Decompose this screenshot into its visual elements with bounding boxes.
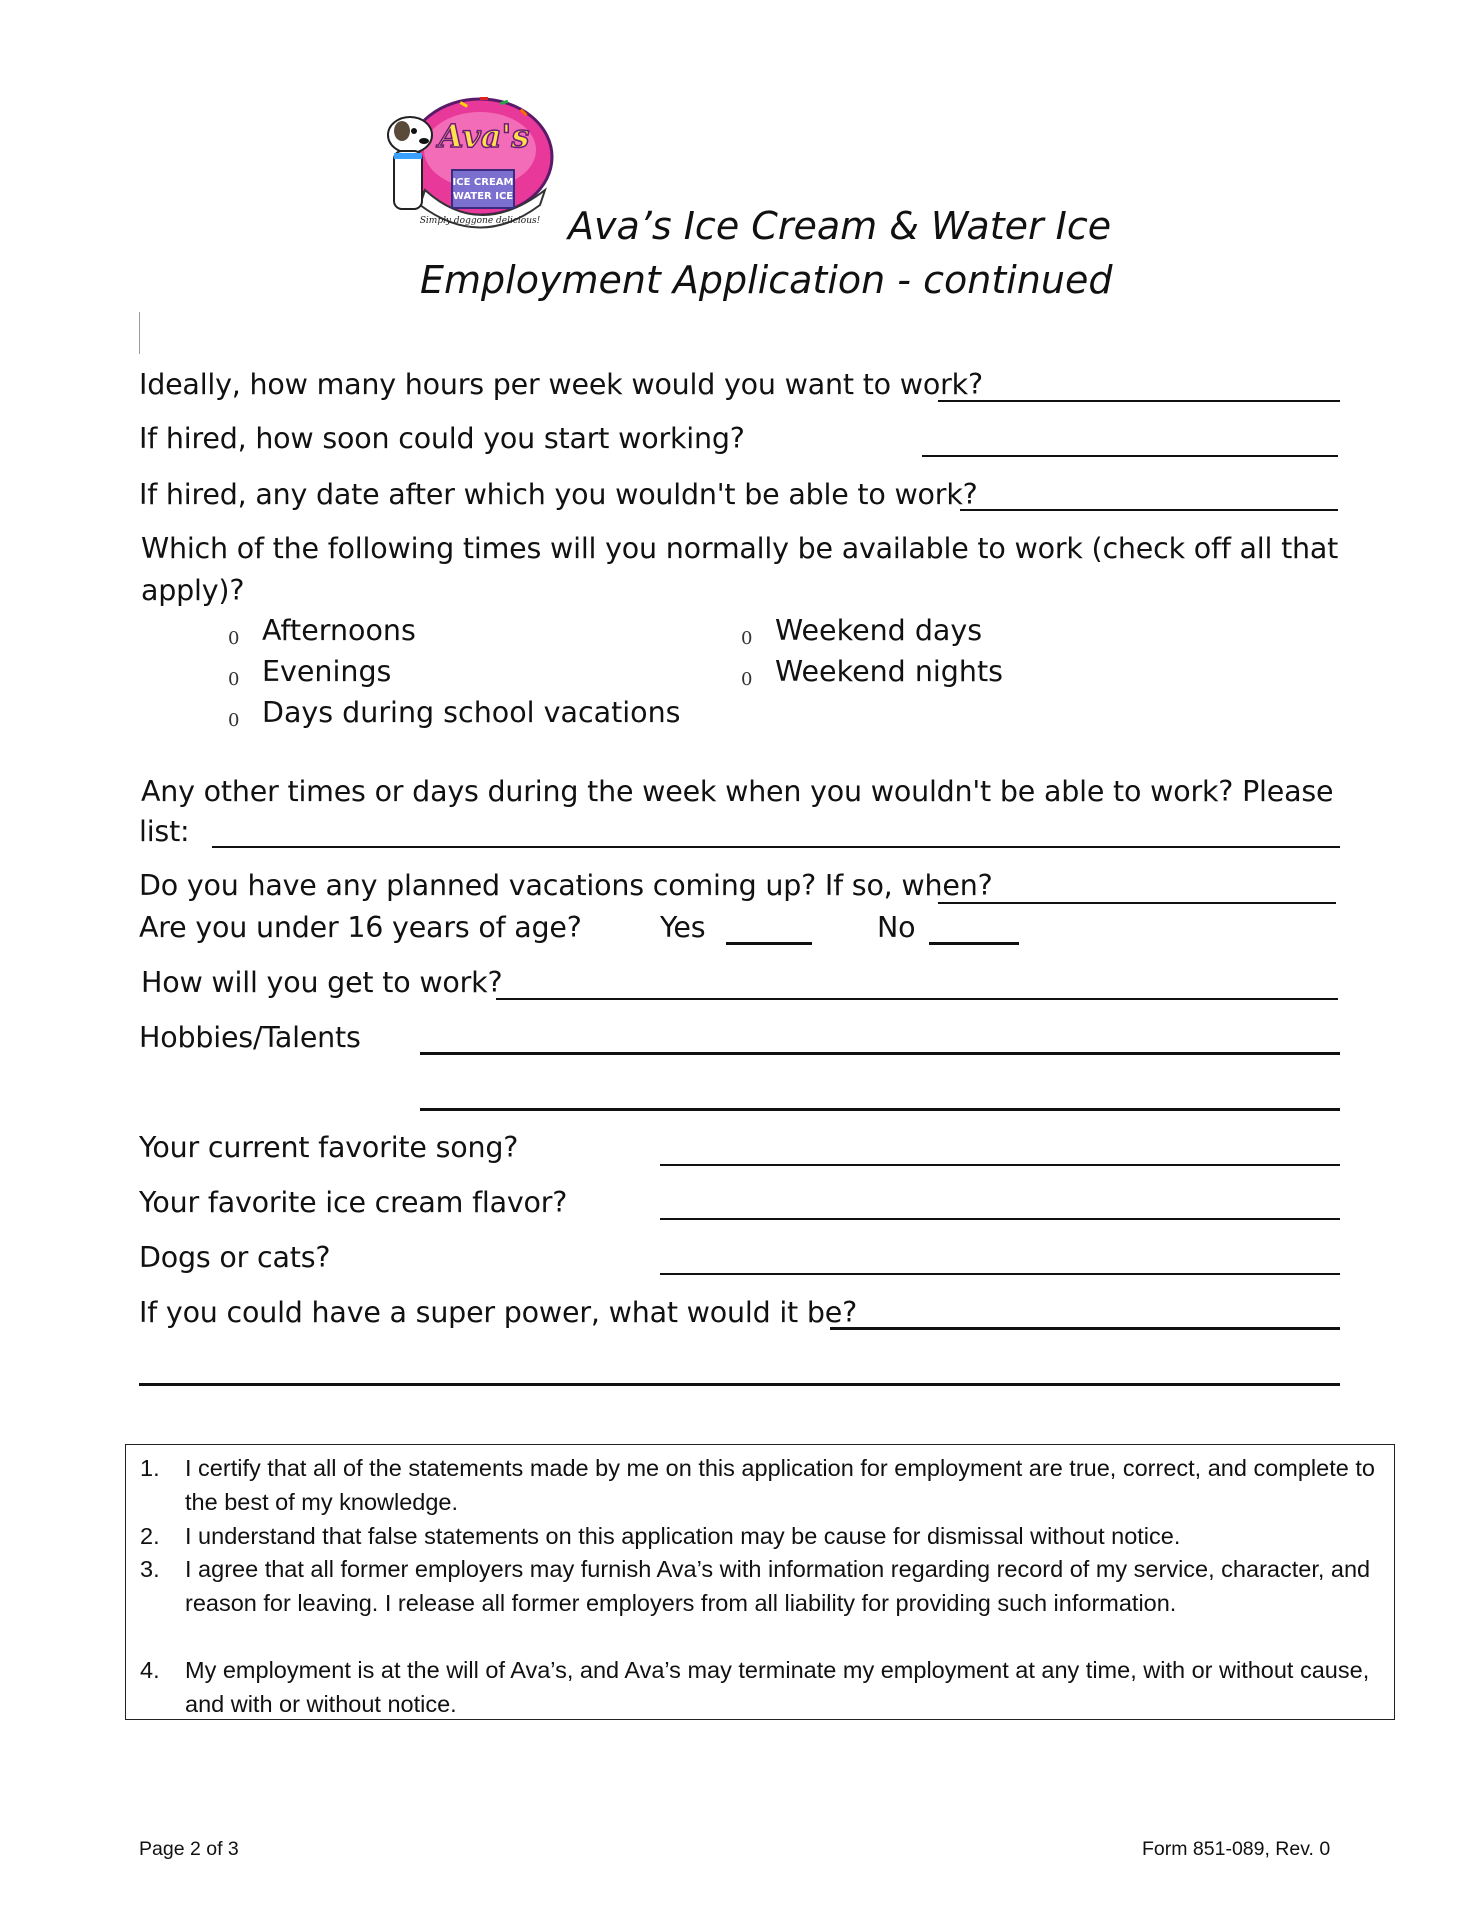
question-start: If hired, how soon could you start working? <box>139 422 745 455</box>
question-hours: Ideally, how many hours per week would you want to work? <box>139 368 983 401</box>
question-availability-cont: apply)? <box>141 574 245 607</box>
question-other-times: Any other times or days during the week when you wouldn't be able to work? Please <box>141 775 1334 808</box>
certification-text: My employment is at the will of Ava’s, and Ava’s may terminate my employment at any time, with or without cause, and with or without notice. <box>185 1657 1370 1717</box>
option-evenings: Evenings <box>262 655 392 688</box>
certification-number: 3. <box>140 1556 160 1582</box>
question-other-times-cont: list: <box>139 815 190 848</box>
start-answer-line[interactable] <box>922 455 1338 457</box>
checkbox-weekend-nights-icon[interactable]: 0 <box>741 669 753 690</box>
question-song: Your current favorite song? <box>139 1131 519 1164</box>
under16-no-label: No <box>877 911 916 944</box>
logo-line1-text: ICE CREAM <box>452 177 514 188</box>
checkbox-school-vacations-icon[interactable]: 0 <box>228 710 240 731</box>
hobbies-answer-line-1[interactable] <box>420 1052 1340 1055</box>
company-logo <box>380 95 560 235</box>
under16-yes-line[interactable] <box>726 942 812 945</box>
page-title: Ava’s Ice Cream & Water Ice <box>568 204 1112 248</box>
transport-answer-line[interactable] <box>496 998 1338 1000</box>
page-subtitle: Employment Application - continued <box>420 258 1113 302</box>
logo-line2-text: WATER ICE <box>452 191 514 202</box>
song-answer-line[interactable] <box>660 1164 1340 1166</box>
certification-text: I certify that all of the statements made by me on this application for employment are true, correct, and complete to the best of my knowledge. <box>185 1455 1375 1515</box>
certification-number: 2. <box>140 1523 160 1549</box>
checkbox-afternoons-icon[interactable]: 0 <box>228 628 240 649</box>
question-under16: Are you under 16 years of age? <box>139 911 582 944</box>
option-school-vacations: Days during school vacations <box>262 696 681 729</box>
certification-text: I agree that all former employers may furnish Ava’s with information regarding record of my service, character, and reason for leaving. I release all former employers from all liability for providing such information. <box>185 1556 1371 1616</box>
pets-answer-line[interactable] <box>660 1273 1340 1275</box>
certification-text: I understand that false statements on this application may be cause for dismissal without notice. <box>185 1523 1181 1549</box>
option-weekend-days: Weekend days <box>775 614 983 647</box>
certification-box <box>125 1444 1395 1720</box>
superpower-answer-line-2[interactable] <box>139 1383 1340 1386</box>
flavor-answer-line[interactable] <box>660 1218 1340 1220</box>
question-end-date: If hired, any date after which you wouldn't be able to work? <box>139 478 978 511</box>
hobbies-answer-line-2[interactable] <box>420 1108 1340 1111</box>
end-date-answer-line[interactable] <box>960 509 1338 511</box>
other-times-answer-line[interactable] <box>212 846 1340 848</box>
question-hobbies: Hobbies/Talents <box>139 1021 361 1054</box>
logo-tagline-text: Simply doggone delicious! <box>419 216 541 226</box>
hours-answer-line[interactable] <box>938 400 1340 402</box>
question-transport: How will you get to work? <box>141 966 503 999</box>
checkbox-evenings-icon[interactable]: 0 <box>228 669 240 690</box>
certification-number: 4. <box>140 1657 160 1683</box>
checkbox-weekend-days-icon[interactable]: 0 <box>741 628 753 649</box>
question-superpower: If you could have a super power, what would it be? <box>139 1296 858 1329</box>
form-number: Form 851-089, Rev. 0 <box>1142 1838 1331 1860</box>
superpower-answer-line-1[interactable] <box>830 1327 1340 1330</box>
page-number: Page 2 of 3 <box>139 1838 239 1860</box>
question-availability: Which of the following times will you normally be available to work (check off all that <box>141 532 1339 565</box>
question-flavor: Your favorite ice cream flavor? <box>139 1186 568 1219</box>
text-cursor-mark <box>139 312 140 354</box>
under16-no-line[interactable] <box>929 942 1019 945</box>
option-weekend-nights: Weekend nights <box>775 655 1003 688</box>
certification-number: 1. <box>140 1455 160 1481</box>
logo-graphic <box>380 95 560 235</box>
question-pets: Dogs or cats? <box>139 1241 331 1274</box>
vacations-answer-line[interactable] <box>938 902 1336 904</box>
option-afternoons: Afternoons <box>262 614 416 647</box>
under16-yes-label: Yes <box>660 911 706 944</box>
question-vacations: Do you have any planned vacations coming up? If so, when? <box>139 869 993 902</box>
logo-brand-text: Ava's <box>438 117 530 155</box>
